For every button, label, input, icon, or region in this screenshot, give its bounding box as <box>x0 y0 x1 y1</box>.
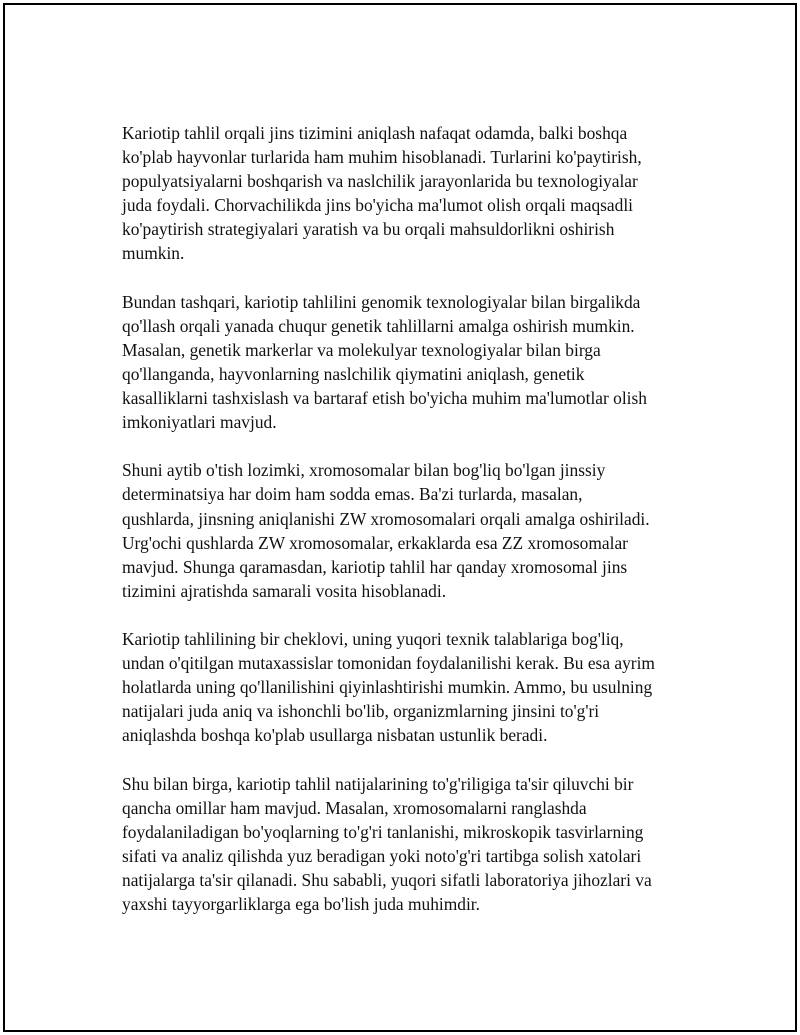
text-line: juda foydali. Chorvachilikda jins bo'yicha ma'lumot olish orqali maqsadli <box>122 195 633 216</box>
text-line: kasalliklarni tashxislash va bartaraf etish bo'yicha muhim ma'lumotlar olish <box>122 388 647 409</box>
paragraph-3 <box>122 458 697 603</box>
text-line: natijalarga ta'sir qilanadi. Shu sababli, yuqori sifatli laboratoriya jihozlari va <box>122 869 652 890</box>
text-line: Bundan tashqari, kariotip tahlilini genomik texnologiyalar bilan birgalikda <box>122 291 641 312</box>
text-line: aniqlashda boshqa ko'plab usullarga nisbatan ustunlik beradi. <box>122 725 548 746</box>
text-line: yaxshi tayyorgarliklarga ega bo'lish juda muhimdir. <box>122 894 480 914</box>
text-line: populyatsiyalarni boshqarish va naslchilik jarayonlarida bu texnologiyalar <box>122 171 638 192</box>
text-line: ko'plab hayvonlar turlarida ham muhim hisoblanadi. Turlarini ko'paytirish, <box>122 147 642 168</box>
text-line: mumkin. <box>122 243 185 264</box>
page-frame <box>3 3 797 1032</box>
text-line: mavjud. Shunga qaramasdan, kariotip tahlil har qanday xromosomal jins <box>122 556 628 577</box>
text-line: Urg'ochi qushlarda ZW xromosomalar, erkaklarda esa ZZ xromosomalar <box>122 532 628 553</box>
text-line: Masalan, genetik markerlar va molekulyar texnologiyalar bilan birga <box>122 339 601 360</box>
paragraph-2 <box>122 290 697 435</box>
paragraph-1 <box>122 121 697 266</box>
document-body <box>122 121 697 940</box>
text-line: undan o'qitilgan mutaxassislar tomonidan foydalanilishi kerak. Bu esa ayrim <box>122 653 655 674</box>
text-line: tizimini ajratishda samarali vosita hisoblanadi. <box>122 580 447 601</box>
text-line: foydalaniladigan bo'yoqlarning to'g'ri tanlanishi, mikroskopik tasvirlarning <box>122 821 644 842</box>
text-line: Shu bilan birga, kariotip tahlil natijalarining to'g'riligiga ta'sir qiluvchi bir <box>122 773 634 794</box>
text-line: imkoniyatlari mavjud. <box>122 412 277 433</box>
text-line: natijalari juda aniq va ishonchli bo'lib, organizmlarning jinsini to'g'ri <box>122 701 600 722</box>
text-line: Kariotip tahlil orqali jins tizimini aniqlash nafaqat odamda, balki boshqa <box>122 123 628 143</box>
text-line: qo'llash orqali yanada chuqur genetik tahlillarni amalga oshirish mumkin. <box>122 315 635 336</box>
paragraph-5 <box>122 772 697 917</box>
text-line: qo'llanganda, hayvonlarning naslchilik qiymatini aniqlash, genetik <box>122 363 585 384</box>
text-line: qancha omillar ham mavjud. Masalan, xromosomalarni ranglashda <box>122 797 587 818</box>
text-line: qushlarda, jinsning aniqlanishi ZW xromosomalari orqali amalga oshiriladi. <box>122 508 650 529</box>
text-line: sifati va analiz qilishda yuz beradigan yoki noto'g'ri tartibga solish xatolari <box>122 845 642 866</box>
text-line: holatlarda uning qo'llanilishini qiyinlashtirishi mumkin. Ammo, bu usulning <box>122 677 653 698</box>
paragraph-4 <box>122 627 697 747</box>
text-line: Kariotip tahlilining bir cheklovi, uning yuqori texnik talablariga bog'liq, <box>122 628 624 649</box>
text-line: Shuni aytib o'tish lozimki, xromosomalar bilan bog'liq bo'lgan jinssiy <box>122 460 606 481</box>
text-line: determinatsiya har doim ham sodda emas. Ba'zi turlarda, masalan, <box>122 484 583 505</box>
text-line: ko'paytirish strategiyalari yaratish va bu orqali mahsuldorlikni oshirish <box>122 219 615 240</box>
